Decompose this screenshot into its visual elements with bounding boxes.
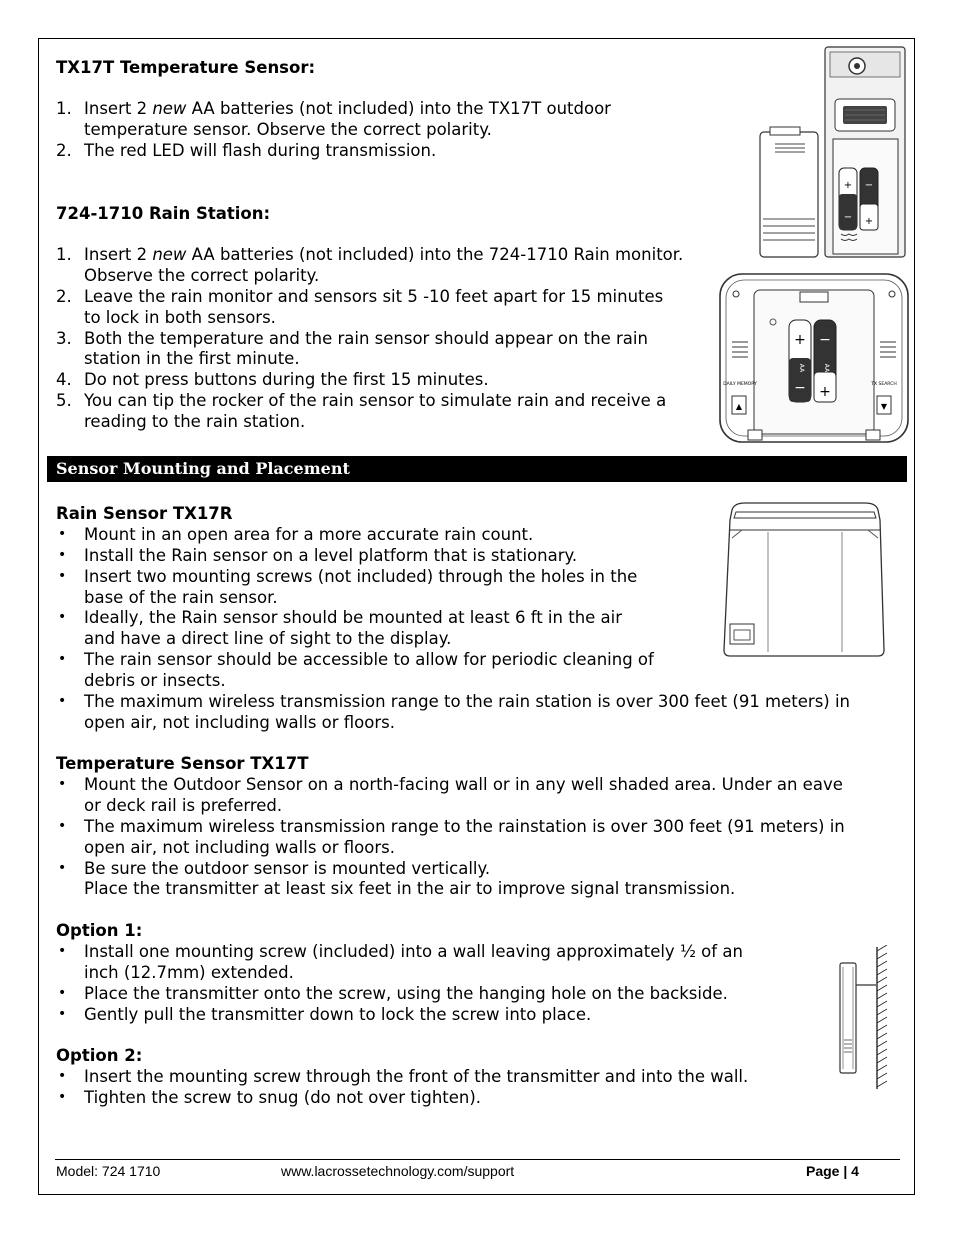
bullet: • [58, 1089, 67, 1105]
svg-text:−: − [794, 380, 806, 396]
bullet: • [58, 651, 67, 667]
bullet-text-cont: and have a direct line of sight to the display. [84, 629, 452, 648]
svg-text:▼: ▼ [880, 402, 888, 411]
battery-label: AA [798, 363, 805, 373]
temp-sensor-heading: Temperature Sensor TX17T [56, 754, 309, 773]
svg-text:−: − [843, 212, 853, 223]
bullet-text: The maximum wireless transmission range to the rainstation is over 300 feet (91 meters) in [84, 817, 845, 836]
step-text: Do not press buttons during the first 15 minutes. [84, 370, 489, 389]
step-text: Insert 2 new AA batteries (not included) into the TX17T outdoor [84, 99, 611, 118]
battery-label: AA [823, 363, 830, 373]
svg-text:+: + [843, 180, 853, 191]
daily-memory-label: DAILY MEMORY [723, 382, 757, 387]
bullet-text-cont: open air, not including walls or floors. [84, 713, 395, 732]
bullet: • [58, 943, 67, 959]
bullet-text-cont: open air, not including walls or floors. [84, 838, 395, 857]
bullet: • [58, 818, 67, 834]
step-number: 4. [56, 370, 72, 389]
bullet-text: Place the transmitter onto the screw, using the hanging hole on the backside. [84, 984, 728, 1003]
bullet-text: Be sure the outdoor sensor is mounted vertically. [84, 859, 491, 878]
step-number: 5. [56, 391, 72, 410]
step-number: 3. [56, 329, 72, 348]
bullet-text: Insert the mounting screw through the front of the transmitter and into the wall. [84, 1067, 749, 1086]
bullet: • [58, 547, 67, 563]
step-text: Both the temperature and the rain sensor should appear on the rain [84, 329, 648, 348]
section-heading-band [47, 456, 907, 482]
bullet-text: The rain sensor should be accessible to allow for periodic cleaning of [84, 650, 654, 669]
tx17t-heading: TX17T Temperature Sensor: [56, 58, 316, 77]
wall-mount-illustration [835, 945, 890, 1091]
tx-search-label: TX SEARCH [871, 382, 897, 387]
bullet-text-cont: inch (12.7mm) extended. [84, 963, 294, 982]
svg-text:−: − [819, 332, 831, 348]
step-number: 2. [56, 287, 72, 306]
bullet-text: Mount the Outdoor Sensor on a north-facing wall or in any well shaded area. Under an eave [84, 775, 843, 794]
bullet-text-cont: debris or insects. [84, 671, 226, 690]
section-heading: Sensor Mounting and Placement [56, 459, 350, 478]
svg-text:+: + [819, 384, 831, 400]
bullet: • [58, 568, 67, 584]
step-text-cont: Observe the correct polarity. [84, 266, 320, 285]
option2-heading: Option 2: [56, 1046, 143, 1065]
tx17t-sensor-illustration [755, 44, 915, 262]
bullet-text-cont: base of the rain sensor. [84, 588, 278, 607]
bullet-text: Insert two mounting screws (not included) through the holes in the [84, 567, 638, 586]
bullet-text-cont: Place the transmitter at least six feet in the air to improve signal transmission. [84, 879, 736, 898]
step-text-cont: to lock in both sensors. [84, 308, 276, 327]
bullet-text: Mount in an open area for a more accurate rain count. [84, 525, 534, 544]
option1-heading: Option 1: [56, 921, 143, 940]
footer-rule [55, 1159, 900, 1160]
bullet-text: Install the Rain sensor on a level platform that is stationary. [84, 546, 578, 565]
bullet-text: The maximum wireless transmission range to the rain station is over 300 feet (91 meters) in [84, 692, 851, 711]
svg-text:−: − [864, 180, 874, 191]
bullet-text: Ideally, the Rain sensor should be mounted at least 6 ft in the air [84, 608, 623, 627]
step-text-cont: station in the first minute. [84, 349, 300, 368]
bullet: • [58, 526, 67, 542]
bullet: • [58, 985, 67, 1001]
step-number: 1. [56, 245, 72, 264]
footer-url[interactable]: www.lacrossetechnology.com/support [281, 1163, 515, 1179]
bullet-text-cont: or deck rail is preferred. [84, 796, 283, 815]
step-text-cont: reading to the rain station. [84, 412, 306, 431]
step-text: The red LED will flash during transmission. [84, 141, 437, 160]
bullet: • [58, 1068, 67, 1084]
bullet: • [58, 776, 67, 792]
footer-model: Model: 724 1710 [56, 1163, 161, 1179]
step-text: Insert 2 new AA batteries (not included) into the 724-1710 Rain monitor. [84, 245, 684, 264]
step-number: 2. [56, 141, 72, 160]
bullet-text: Install one mounting screw (included) into a wall leaving approximately ½ of an [84, 942, 743, 961]
step-text: Leave the rain monitor and sensors sit 5 -10 feet apart for 15 minutes [84, 287, 664, 306]
step-text: You can tip the rocker of the rain sensor to simulate rain and receive a [84, 391, 667, 410]
svg-text:+: + [864, 216, 874, 227]
svg-text:+: + [794, 332, 806, 348]
bullet: • [58, 860, 67, 876]
step-number: 1. [56, 99, 72, 118]
rain-station-back-illustration [718, 272, 910, 444]
bullet: • [58, 693, 67, 709]
svg-text:▲: ▲ [735, 402, 743, 411]
bullet-text: Tighten the screw to snug (do not over tighten). [84, 1088, 482, 1107]
bullet: • [58, 609, 67, 625]
rain-station-heading: 724-1710 Rain Station: [56, 204, 271, 223]
step-text-cont: temperature sensor. Observe the correct polarity. [84, 120, 492, 139]
rain-sensor-heading: Rain Sensor TX17R [56, 504, 233, 523]
bullet: • [58, 1006, 67, 1022]
bullet-text: Gently pull the transmitter down to lock the screw into place. [84, 1005, 592, 1024]
footer-page-number: Page | 4 [806, 1163, 859, 1179]
rain-sensor-illustration [720, 500, 890, 660]
